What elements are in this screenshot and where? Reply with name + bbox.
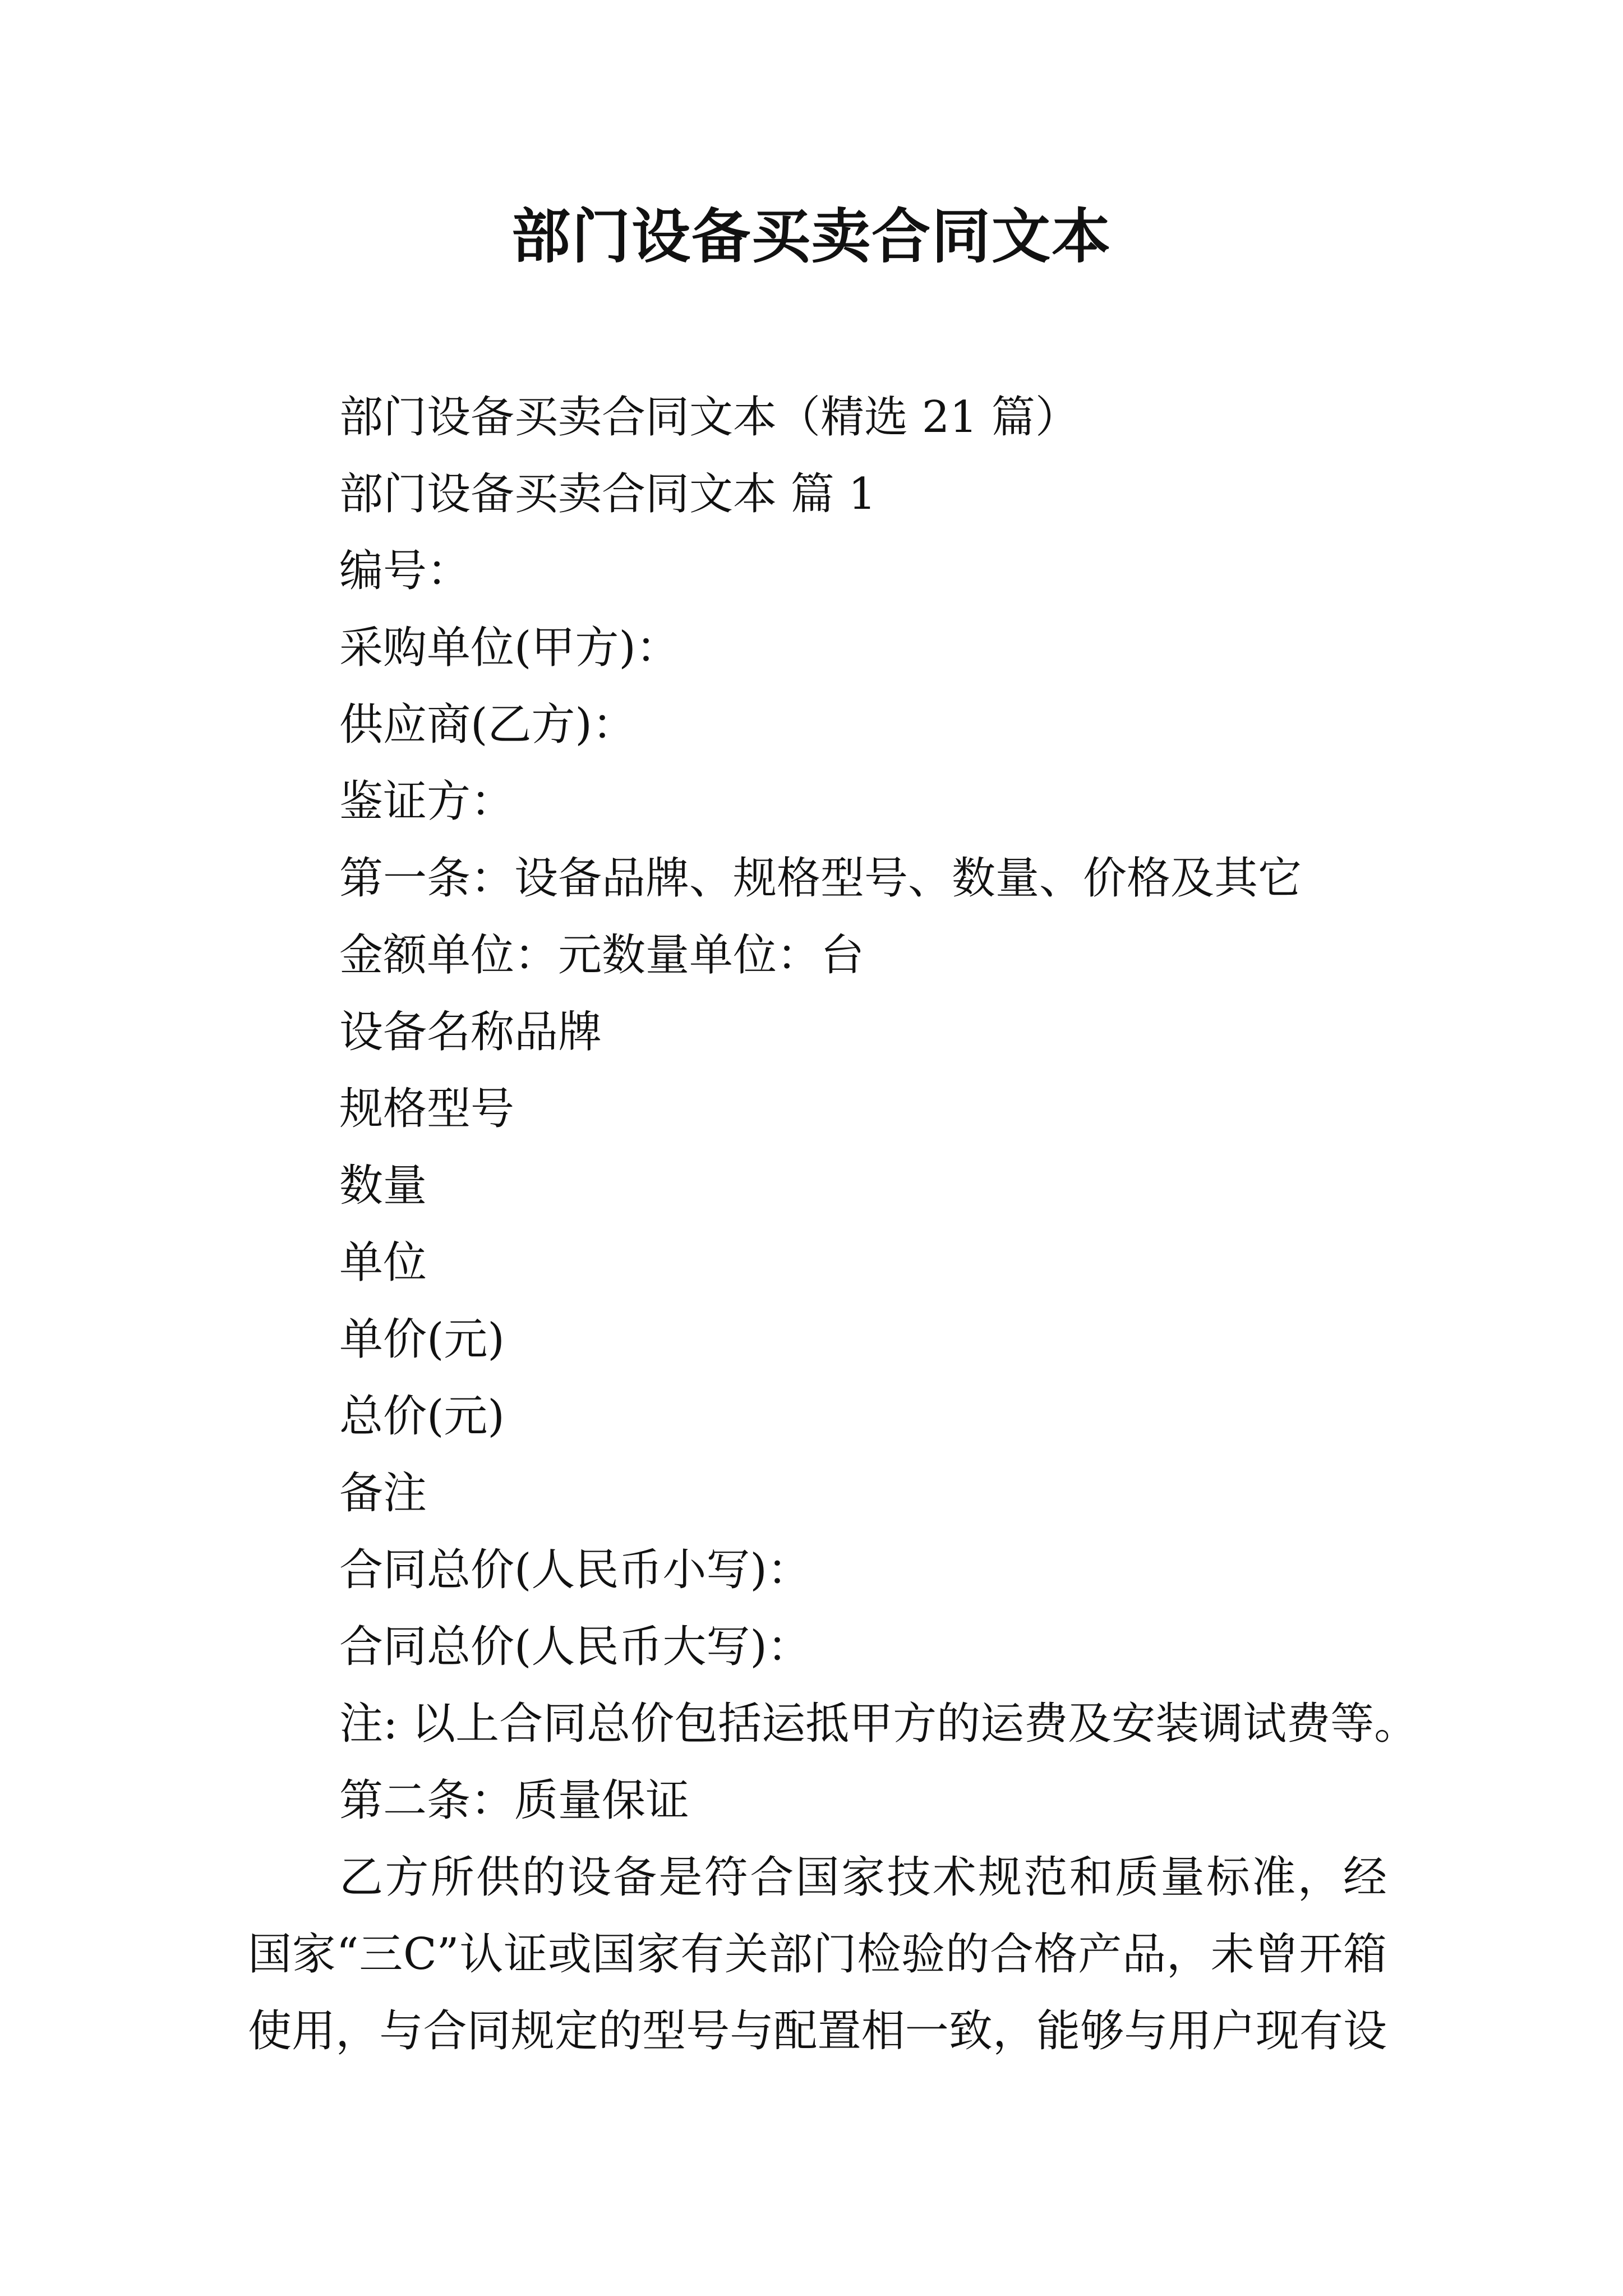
total-uppercase-label: 合同总价(人民币大写)： — [339, 1622, 811, 1672]
clause-1-heading: 第一条：设备品牌、规格型号、数量、价格及其它 — [339, 853, 1302, 904]
field-equipment-name-brand: 设备名称品牌 — [339, 1007, 602, 1057]
price-note: 注: 以上合同总价包括运抵甲方的运费及安装调试费等。 — [339, 1699, 1418, 1749]
clause-2-heading: 第二条：质量保证 — [339, 1775, 690, 1826]
field-remarks: 备注 — [339, 1468, 427, 1519]
total-lowercase-label: 合同总价(人民币小写)： — [339, 1545, 811, 1595]
field-spec-model: 规格型号 — [339, 1084, 515, 1134]
units-line: 金额单位：元数量单位：台 — [339, 930, 865, 981]
field-unit: 单位 — [339, 1237, 427, 1288]
verifier-label: 鉴证方： — [339, 776, 515, 827]
buyer-label: 采购单位(甲方)： — [339, 623, 680, 673]
contract-number-label: 编号： — [339, 546, 471, 596]
quality-paragraph: 乙方所供的设备是符合国家技术规范和质量标准，经国家“三C”认证或国家有关部门检验的合格产品，未曾开箱使用，与合同规定的型号与配置相一致，能够与用户现有设 — [248, 1852, 1387, 2056]
document-body — [248, 379, 1418, 2070]
field-unit-price: 单价(元) — [339, 1314, 505, 1365]
collection-heading: 部门设备买卖合同文本（精选 21 篇） — [339, 392, 1079, 443]
article-heading: 部门设备买卖合同文本 篇 1 — [339, 469, 877, 519]
field-total-price: 总价(元) — [339, 1391, 505, 1442]
supplier-label: 供应商(乙方)： — [339, 700, 636, 750]
document-title: 部门设备买卖合同文本 — [511, 201, 1112, 271]
field-quantity: 数量 — [339, 1161, 427, 1211]
